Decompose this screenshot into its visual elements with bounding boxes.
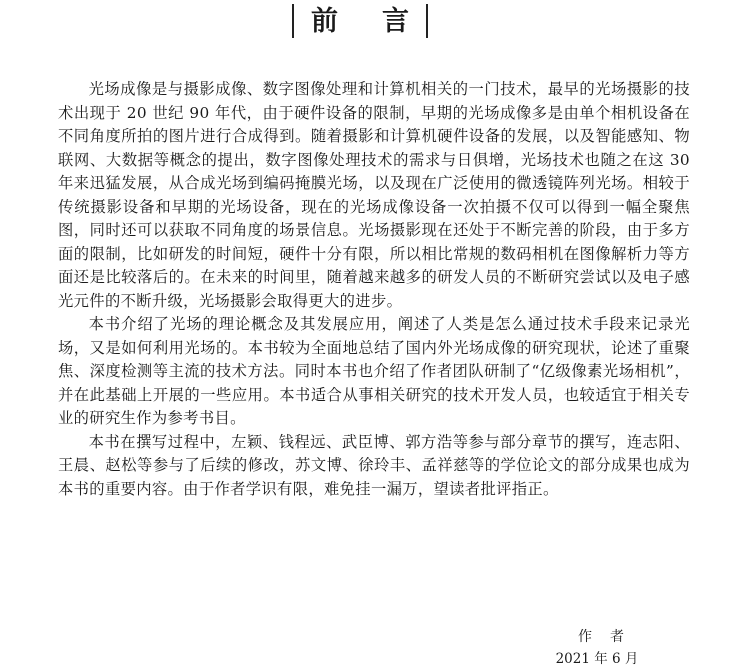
signature-date: 2021 年 6 月	[555, 651, 639, 667]
title-frame	[292, 4, 453, 38]
signature-block	[552, 626, 642, 670]
page-title: 前言	[311, 5, 453, 37]
paragraph-3: 本书在撰写过程中，左颖、钱程远、武臣博、郭方浩等参与部分章节的撰写，连志阳、王晨、赵松等参与了后续的修改，苏文博、徐玲丰、孟祥慈等的学位论文的部分成果也成为本书的重要内容。由于作者学识有限，难免挂一漏万，望读者批评指正。	[58, 432, 690, 498]
signature-author: 作者	[578, 629, 642, 645]
body-text	[58, 78, 690, 501]
paragraph-1: 光场成像是与摄影成像、数字图像处理和计算机相关的一门技术，最早的光场摄影的技术出现于 20 世纪 90 年代，由于硬件设备的限制，早期的光场成像多是由单个相机设备在不同角度所拍的图片进行合成得到。随着摄影和计算机硬件设备的发展，以及智能感知、物联网、大数据等概念的提出，数字图像处理技术的需求与日俱增，光场技术也随之在这 30 年来迅猛发展，从合成光场到编码掩膜光场，以及现在广泛使用的微透镜阵列光场。相较于传统摄影设备和早期的光场设备，现在的光场成像设备一次拍摄不仅可以得到一幅全聚焦图，同时还可以获取不同角度的场景信息。光场摄影现在还处于不断完善的阶段，由于多方面的限制，比如研发的时间短，硬件十分有限，所以相比常规的数码相机在图像解析力等方面还是比较落后的。在未来的时间里，随着越来越多的研发人员的不断研究尝试以及电子感光元件的不断升级，光场摄影会取得更大的进步。	[58, 80, 690, 310]
paragraph-2: 本书介绍了光场的理论概念及其发展应用，阐述了人类是怎么通过技术手段来记录光场，又是如何利用光场的。本书较为全面地总结了国内外光场成像的研究现状，论述了重聚焦、深度检测等主流的技术方法。同时本书也介绍了作者团队研制了“亿级像素光场相机”，并在此基础上开展的一些应用。本书适合从事相关研究的技术开发人员，也较适宜于相关专业的研究生作为参考书目。	[58, 315, 690, 427]
